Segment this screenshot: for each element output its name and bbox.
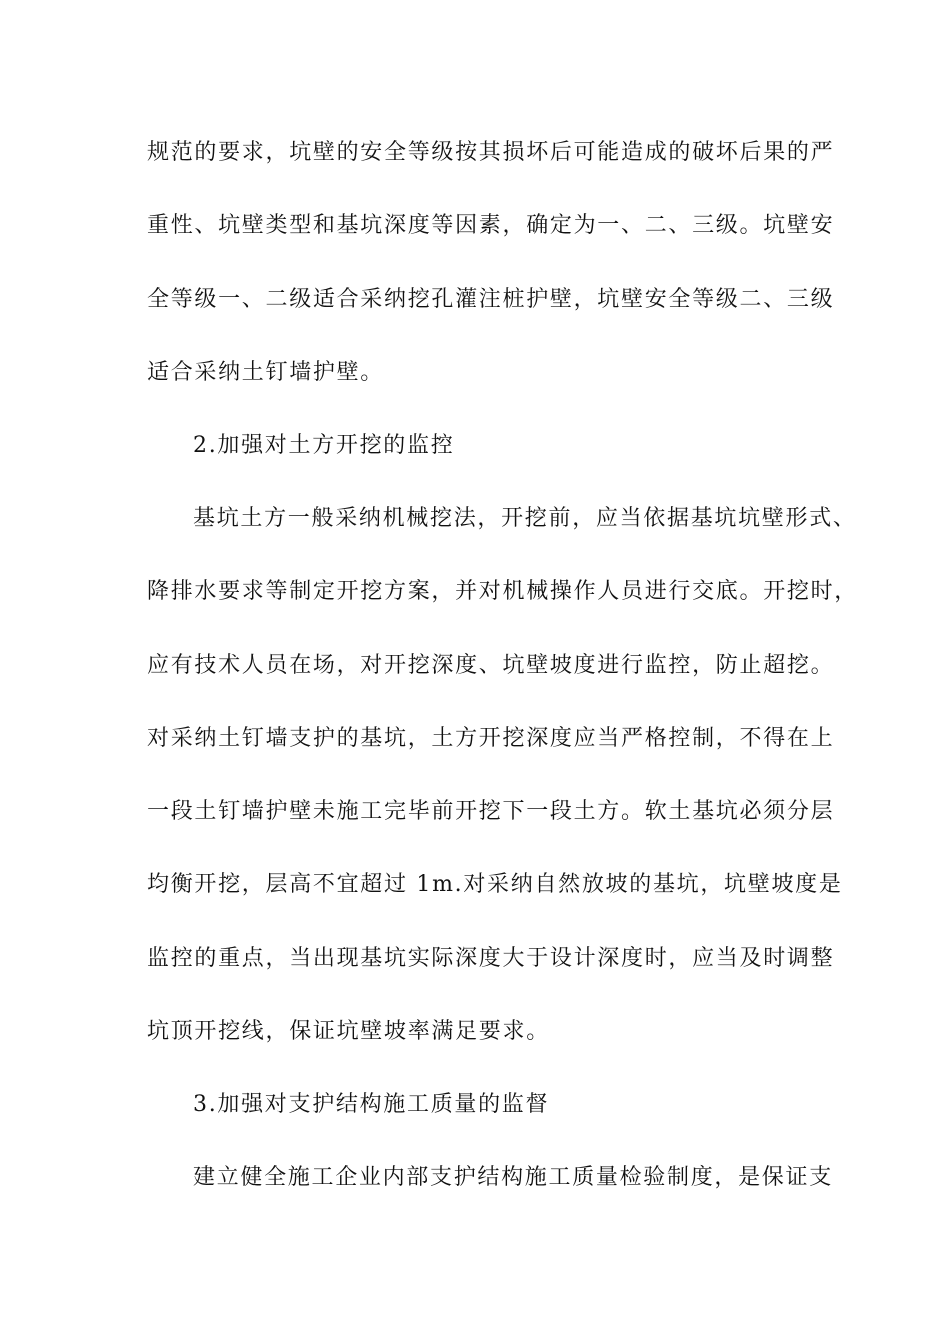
paragraph-line: 基坑土方一般采纳机械挖法，开挖前，应当依据基坑坑壁形式、 (193, 506, 857, 531)
paragraph-line: 降排水要求等制定开挖方案，并对机械操作人员进行交底。开挖时， (147, 579, 859, 604)
paragraph-line: 建立健全施工企业内部支护结构施工质量检验制度，是保证支 (193, 1165, 833, 1190)
paragraph-line: 一段土钉墙护壁未施工完毕前开挖下一段土方。软土基坑必须分层 (147, 799, 835, 824)
paragraph-line: 重性、坑壁类型和基坑深度等因素，确定为一、二、三级。坑壁安 (147, 213, 835, 238)
paragraph-line: 适合采纳土钉墙护壁。 (147, 360, 385, 385)
paragraph-line: 全等级一、二级适合采纳挖孔灌注桩护壁，坑壁安全等级二、三级 (147, 287, 835, 312)
paragraph-line: 坑顶开挖线，保证坑壁坡率满足要求。 (147, 1019, 550, 1044)
section-heading-2: 2.加强对土方开挖的监控 (193, 433, 455, 458)
paragraph-line: 应有技术人员在场，对开挖深度、坑壁坡度进行监控，防止超挖。 (147, 653, 835, 678)
section-heading-3: 3.加强对支护结构施工质量的监督 (193, 1092, 550, 1117)
paragraph-line: 对采纳土钉墙支护的基坑，土方开挖深度应当严格控制，不得在上 (147, 726, 835, 751)
paragraph-line: 均衡开挖，层高不宜超过 1m.对采纳自然放坡的基坑，坑壁坡度是 (147, 872, 843, 897)
paragraph-line: 监控的重点，当出现基坑实际深度大于设计深度时，应当及时调整 (147, 946, 835, 971)
paragraph-line: 规范的要求，坑壁的安全等级按其损坏后可能造成的破坏后果的严 (147, 140, 835, 165)
